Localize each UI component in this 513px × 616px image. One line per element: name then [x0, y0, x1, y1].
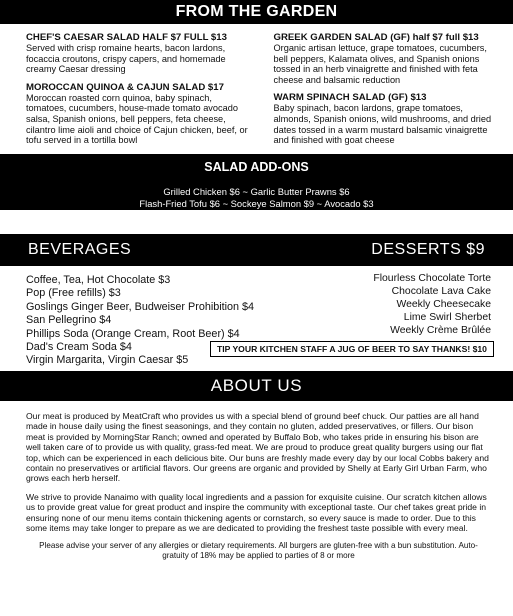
- list-item: Dad's Cream Soda $4: [26, 341, 132, 354]
- beverages-desserts-band: [0, 234, 513, 266]
- list-item: Pop (Free refills) $3: [26, 287, 121, 300]
- item-title: WARM SPINACH SALAD (GF) $13: [273, 92, 427, 104]
- item-description: Organic artisan lettuce, grape tomatoes, cucumbers, bell peppers, Kalamata olives, and Spanish onions tossed in an herb vinaigrette and finished with feta cheese and balsamic reduction: [273, 43, 487, 85]
- tip-box: TIP YOUR KITCHEN STAFF A JUG OF BEER TO SAY THANKS! $10: [210, 341, 494, 357]
- about-paragraph-1: Our meat is produced by MeatCraft who provides us with a special blend of ground beef chuck. Our patties are all hand made in house daily using the finest seasonings, and they contain no gluten, added preservatives, or fillers. Our bison meat is provided by MorningStar Ranch; owned and operated by Buffalo Bob, who takes pride in ensuring his bison are well taken care of to provide us with quality, grass-fed meat. We are proud to produce great quality burgers using our flat top, which can be experienced in each delicious bite. Our buns are freshly made every day by our local Cobbs bakery and contain no preservatives or artificial flavors. Our greens are organic and provided by Shelly at Early Girl Urban Farm, who grows each herb herself.: [26, 411, 489, 484]
- menu-item: [274, 92, 500, 145]
- addons-title: SALAD ADD-ONS: [204, 160, 309, 174]
- list-item: Chocolate Lava Cake: [391, 286, 491, 298]
- about-section: [0, 401, 513, 561]
- garden-right-column: [252, 32, 500, 154]
- addons-line-2: Flash-Fried Tofu $6 ~ Sockeye Salmon $9 ~ Avocado $3: [139, 198, 374, 209]
- addons-line-1: Grilled Chicken $6 ~ Garlic Butter Prawns $6: [163, 186, 350, 197]
- beverages-title: BEVERAGES: [28, 241, 132, 258]
- addons-band: [0, 154, 513, 210]
- menu-item: [26, 32, 252, 75]
- desserts-title: DESSERTS $9: [371, 241, 485, 258]
- item-title: CHEF'S CAESAR SALAD HALF $7 FULL $13: [26, 32, 227, 43]
- drinks-desserts-section: [0, 266, 513, 370]
- list-item: Weekly Crème Brûlée: [390, 325, 491, 337]
- about-title: ABOUT US: [210, 376, 303, 395]
- menu-item: [274, 32, 500, 85]
- menu-item: [26, 82, 252, 146]
- list-item: San Pellegrino $4: [26, 314, 112, 327]
- about-paragraph-2: We strive to provide Nanaimo with quality local ingredients and a passion for exquisite cuisine. Our scratch kitchen allows us to provide great value for great product and inspire the community with exceptional taste. Our chef takes great pride in ensuring none of our menu items contain thickening agents or cornstarch, so every sauce is made to order. Due to this some items may take longer to prepare as we are dedicated to providing the freshest taste possible with every meal.: [26, 491, 487, 534]
- item-description: Moroccan roasted corn quinoa, baby spinach, tomatoes, cucumbers, house-made tomato avocado salsa, Spanish onions, bell peppers, feta cheese, cilantro lime aioli and choice of Cajun chicken, beef, or tofu served in a tortilla bowl: [26, 92, 248, 146]
- list-item: Coffee, Tea, Hot Chocolate $3: [26, 274, 171, 286]
- item-title: GREEK GARDEN SALAD (GF) half $7 full $13: [273, 32, 479, 43]
- garden-title: FROM THE GARDEN: [175, 3, 338, 20]
- list-item: Goslings Ginger Beer, Budweiser Prohibition $4: [26, 300, 255, 313]
- list-item: Virgin Margarita, Virgin Caesar $5: [26, 354, 189, 367]
- list-item: Flourless Chocolate Torte: [373, 273, 491, 284]
- list-item: Weekly Cheesecake: [396, 299, 491, 311]
- item-description: Baby spinach, bacon lardons, grape tomatoes, almonds, Spanish onions, wild mushrooms, and dried dates tossed in a warm mustard balsamic vinaigrette and finished with goat cheese: [273, 103, 492, 146]
- allergy-notice: Please advise your server of any allergies or dietary requirements. All burgers are gluten-free with a bun substitution. Auto-gratuity of 18% may be applied to parties of 8 or more: [39, 541, 478, 561]
- about-band: [0, 371, 513, 401]
- garden-left-column: [26, 32, 252, 154]
- item-description: Served with crisp romaine hearts, bacon lardons, focaccia croutons, crispy capers, and homemade creamy Caesar dressing: [26, 43, 226, 75]
- list-item: Phillips Soda (Orange Cream, Root Beer) $4: [26, 327, 240, 340]
- garden-section: [0, 24, 513, 154]
- garden-header-band: [0, 0, 513, 24]
- list-item: Lime Swirl Sherbet: [403, 312, 491, 324]
- item-title: MOROCCAN QUINOA & CAJUN SALAD $17: [26, 81, 224, 93]
- spacer: [0, 210, 513, 234]
